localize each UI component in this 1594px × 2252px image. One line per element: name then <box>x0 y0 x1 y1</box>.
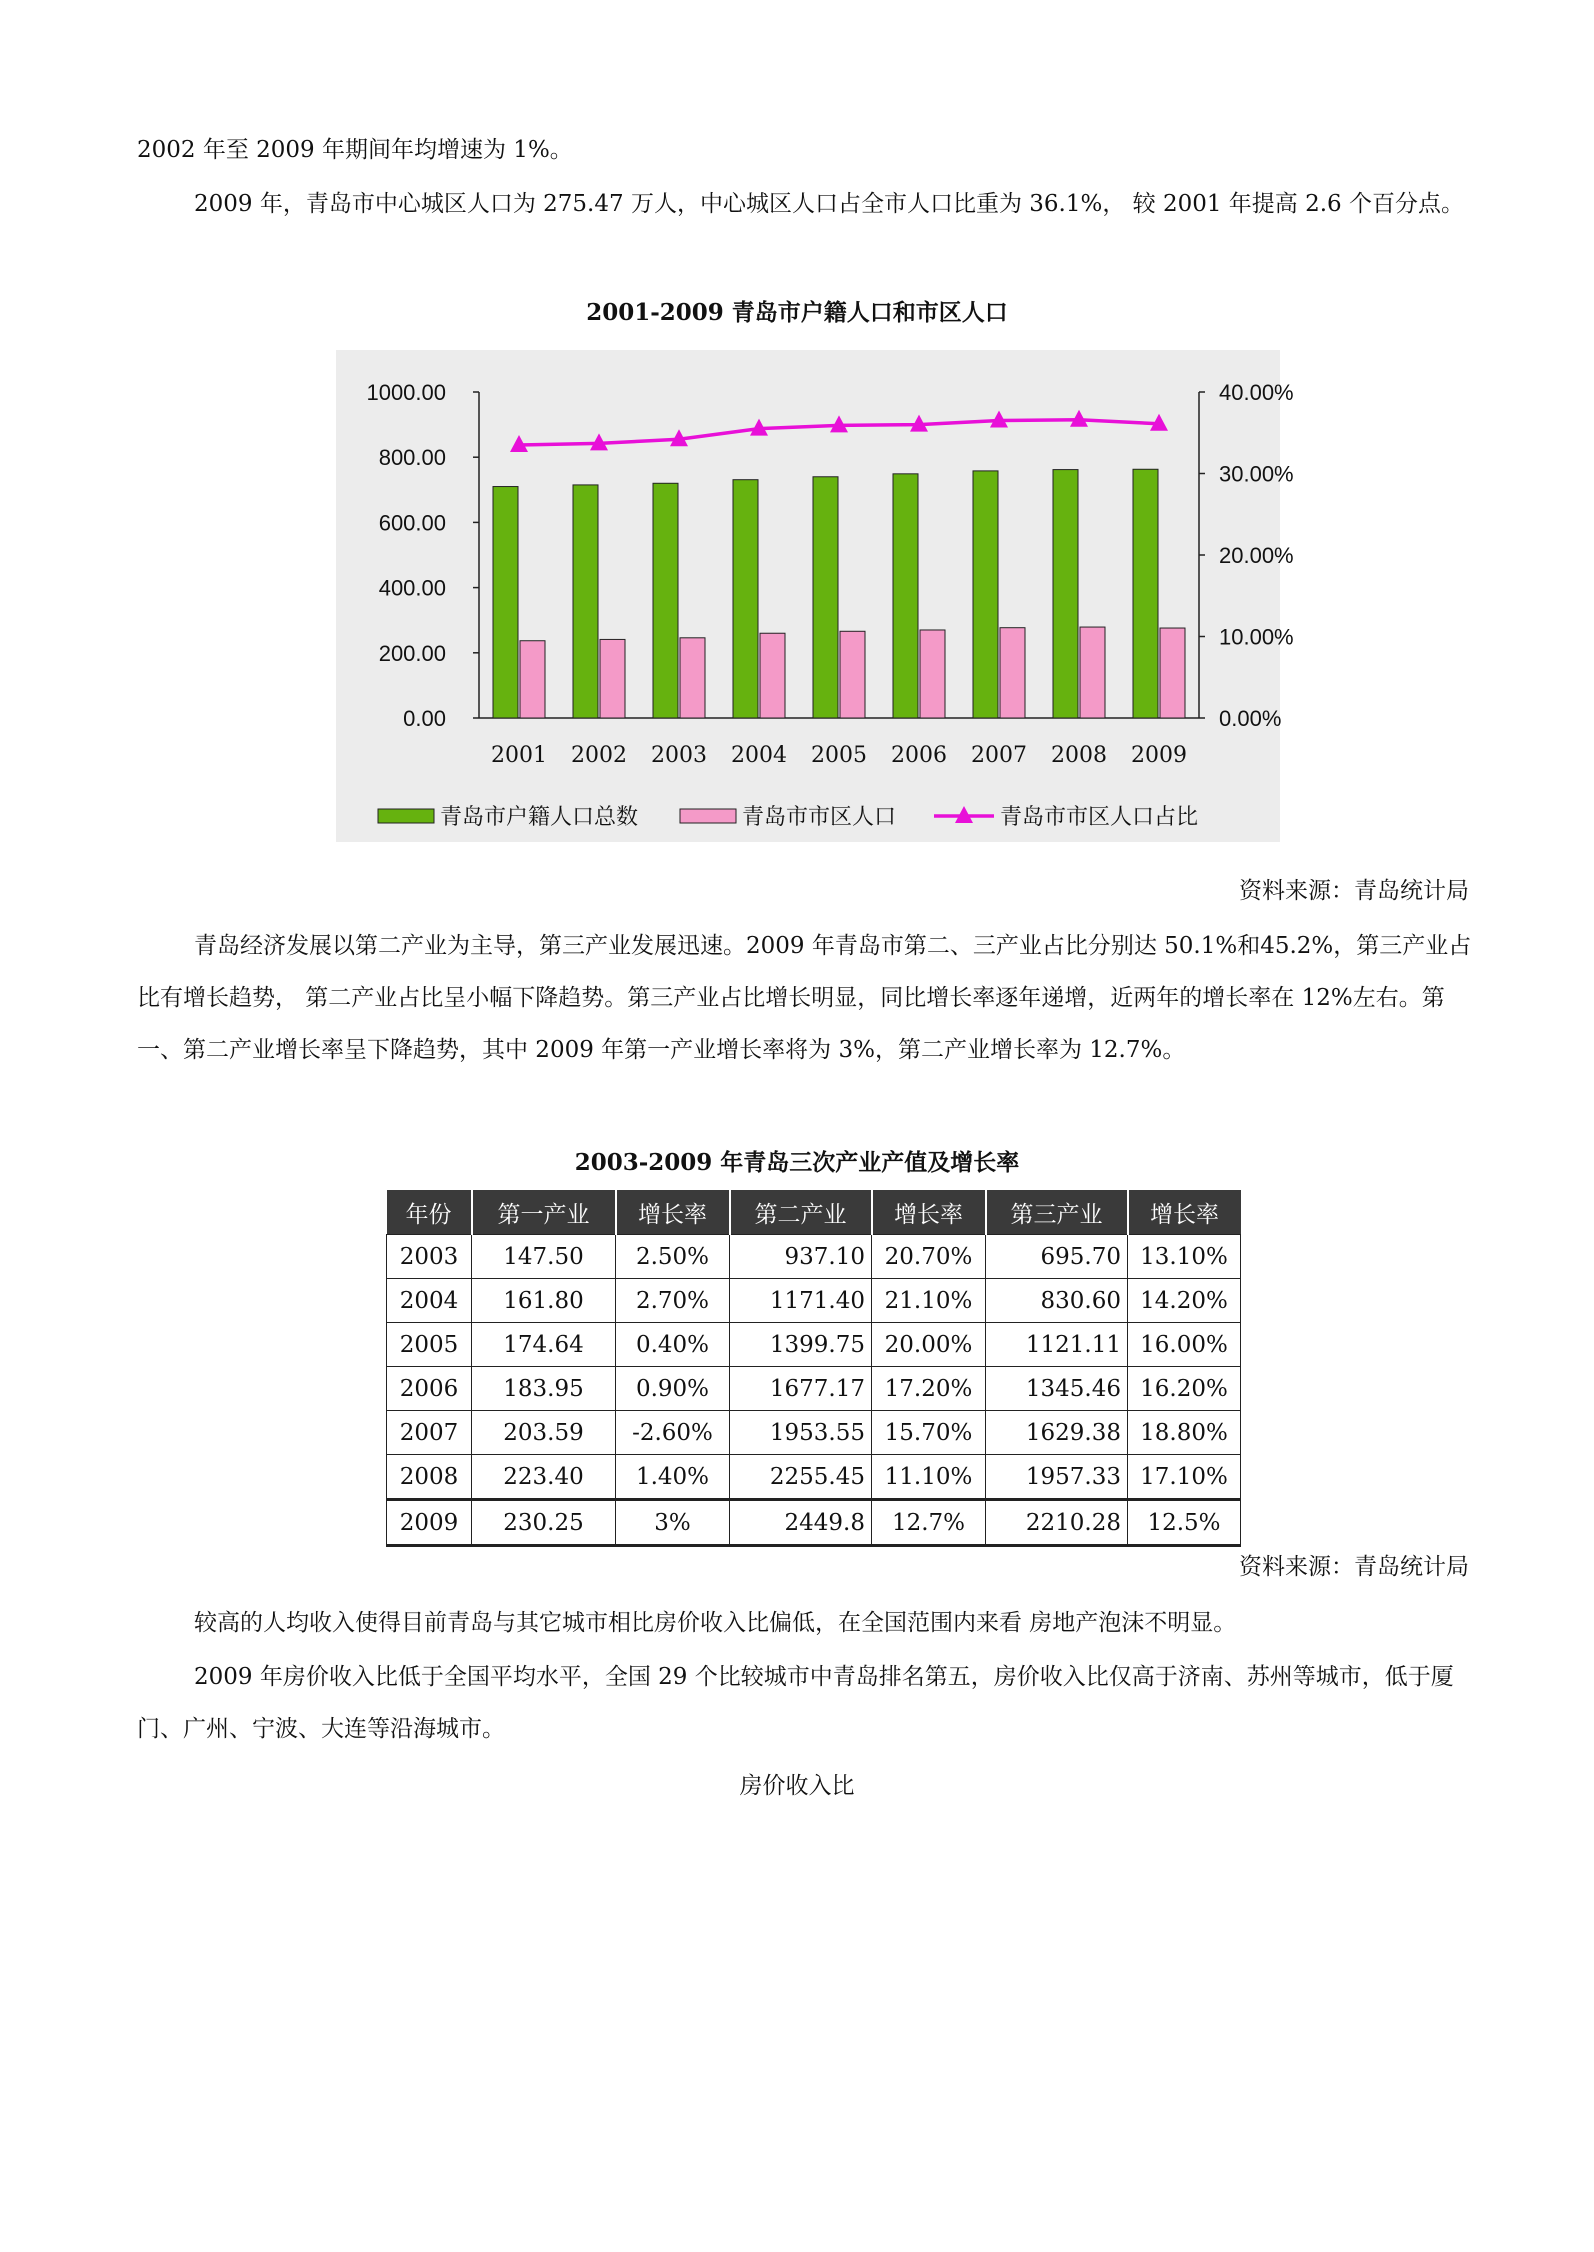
bar-urban-population <box>920 630 945 718</box>
cell-tertiary: 1121.11 <box>986 1323 1128 1367</box>
right-tick-label: 0.00% <box>1219 706 1282 731</box>
x-tick-label: 2001 <box>491 743 547 768</box>
cell-tertiary-growth: 13.10% <box>1128 1235 1241 1279</box>
paragraph-5: 2009 年房价收入比低于全国平均水平，全国 29 个比较城市中青岛排名第五，房价收入比仅高于济南、苏州等城市，低于厦门、广州、宁波、大连等沿海城市。 <box>137 1664 1454 1742</box>
legend-swatch-urban <box>680 809 736 823</box>
bar-urban-population <box>680 638 705 718</box>
cell-primary-growth: 0.90% <box>616 1367 730 1411</box>
right-tick-label: 40.00% <box>1219 380 1294 405</box>
cell-secondary: 1171.40 <box>730 1279 872 1323</box>
cell-tertiary: 2210.28 <box>986 1500 1128 1546</box>
bar-urban-population <box>760 633 785 718</box>
left-tick-label: 1000.00 <box>366 380 446 405</box>
bar-total-population <box>1133 469 1158 718</box>
x-tick-label: 2008 <box>1051 743 1107 768</box>
cell-secondary-growth: 20.70% <box>872 1235 986 1279</box>
cell-year: 2009 <box>387 1500 472 1546</box>
cell-secondary: 2449.8 <box>730 1500 872 1546</box>
legend-label-urban: 青岛市市区人口 <box>742 805 897 830</box>
x-tick-label: 2006 <box>891 743 947 768</box>
cell-secondary: 937.10 <box>730 1235 872 1279</box>
bar-urban-population <box>1000 628 1025 718</box>
table-row <box>387 1235 1241 1279</box>
cell-secondary: 1953.55 <box>730 1411 872 1455</box>
cell-tertiary: 1629.38 <box>986 1411 1128 1455</box>
cell-secondary: 1399.75 <box>730 1323 872 1367</box>
header-secondary: 第二产业 <box>730 1190 872 1235</box>
table-header-row <box>387 1190 1241 1235</box>
left-tick-label: 400.00 <box>378 575 446 601</box>
cell-tertiary-growth: 14.20% <box>1128 1279 1241 1323</box>
bar-total-population <box>573 485 598 718</box>
x-tick-label: 2004 <box>731 743 787 768</box>
cell-primary: 161.80 <box>472 1279 616 1323</box>
cell-primary: 230.25 <box>472 1500 616 1546</box>
table-title: 2003-2009 年青岛三次产业产值及增长率 <box>574 1149 1020 1176</box>
bar-total-population <box>733 480 758 718</box>
cell-year: 2003 <box>387 1235 472 1279</box>
cell-year: 2005 <box>387 1323 472 1367</box>
bar-total-population <box>973 471 998 718</box>
left-tick-label: 200.00 <box>378 640 446 666</box>
cell-tertiary: 830.60 <box>986 1279 1128 1323</box>
cell-secondary-growth: 11.10% <box>872 1455 986 1500</box>
cell-secondary: 1677.17 <box>730 1367 872 1411</box>
cell-primary-growth: 2.50% <box>616 1235 730 1279</box>
cell-year: 2004 <box>387 1279 472 1323</box>
bar-urban-population <box>1160 628 1185 718</box>
legend-label-share: 青岛市市区人口占比 <box>1000 805 1199 830</box>
cell-primary-growth: 3% <box>616 1500 730 1546</box>
cell-tertiary-growth: 16.00% <box>1128 1323 1241 1367</box>
paragraph-4: 较高的人均收入使得目前青岛与其它城市相比房价收入比偏低，在全国范围内来看 房地产泡沫不明显。 <box>194 1610 1237 1636</box>
cell-secondary-growth: 17.20% <box>872 1367 986 1411</box>
paragraph-2: 2009 年，青岛市中心城区人口为 275.47 万人，中心城区人口占全市人口比重为 36.1%， 较 2001 年提高 2.6 个百分点。 <box>194 191 1464 217</box>
paragraph-1: 2002 年至 2009 年期间年均增速为 1%。 <box>137 137 573 163</box>
bar-urban-population <box>1080 627 1105 718</box>
bar-urban-population <box>600 639 625 718</box>
cell-secondary: 2255.45 <box>730 1455 872 1500</box>
cell-primary: 183.95 <box>472 1367 616 1411</box>
left-tick-label: 800.00 <box>378 445 446 471</box>
cell-secondary-growth: 20.00% <box>872 1323 986 1367</box>
left-tick-label: 600.00 <box>378 510 446 536</box>
cell-tertiary: 695.70 <box>986 1235 1128 1279</box>
right-tick-label: 20.00% <box>1219 543 1294 568</box>
legend-label-total: 青岛市户籍人口总数 <box>440 805 639 830</box>
bar-total-population <box>893 474 918 718</box>
x-tick-label: 2007 <box>971 743 1027 768</box>
x-tick-label: 2003 <box>651 743 707 768</box>
cell-primary: 223.40 <box>472 1455 616 1500</box>
table-source: 资料来源：青岛统计局 <box>1239 1554 1469 1580</box>
header-secondary-growth: 增长率 <box>872 1190 986 1235</box>
bar-total-population <box>653 483 678 718</box>
bar-urban-population <box>520 641 545 718</box>
cell-year: 2008 <box>387 1455 472 1500</box>
table-row <box>387 1500 1241 1546</box>
header-tertiary-growth: 增长率 <box>1128 1190 1241 1235</box>
header-primary-growth: 增长率 <box>616 1190 730 1235</box>
bar-total-population <box>493 487 518 718</box>
table-row <box>387 1367 1241 1411</box>
cell-primary-growth: 1.40% <box>616 1455 730 1500</box>
cell-secondary-growth: 12.7% <box>872 1500 986 1546</box>
legend-swatch-total <box>378 809 434 823</box>
industry-table <box>386 1190 1241 1547</box>
header-year: 年份 <box>387 1190 472 1235</box>
x-tick-label: 2002 <box>571 743 627 768</box>
x-tick-label: 2005 <box>811 743 867 768</box>
left-tick-label: 0.00 <box>403 706 446 731</box>
table-row <box>387 1323 1241 1367</box>
right-tick-label: 30.00% <box>1219 461 1294 487</box>
house-price-title: 房价收入比 <box>739 1773 855 1799</box>
table-row <box>387 1455 1241 1500</box>
cell-tertiary-growth: 18.80% <box>1128 1411 1241 1455</box>
chart-svg <box>336 350 1294 842</box>
cell-year: 2006 <box>387 1367 472 1411</box>
cell-secondary-growth: 21.10% <box>872 1279 986 1323</box>
bar-total-population <box>1053 470 1078 718</box>
x-tick-label: 2009 <box>1131 743 1187 768</box>
header-primary: 第一产业 <box>472 1190 616 1235</box>
header-tertiary: 第三产业 <box>986 1190 1128 1235</box>
cell-primary: 174.64 <box>472 1323 616 1367</box>
cell-primary-growth: 0.40% <box>616 1323 730 1367</box>
cell-tertiary-growth: 12.5% <box>1128 1500 1241 1546</box>
chart-title: 2001-2009 青岛市户籍人口和市区人口 <box>586 299 1008 326</box>
bar-total-population <box>813 477 838 718</box>
cell-primary-growth: -2.60% <box>616 1411 730 1455</box>
cell-primary: 203.59 <box>472 1411 616 1455</box>
table-row <box>387 1279 1241 1323</box>
cell-tertiary: 1345.46 <box>986 1367 1128 1411</box>
table-row <box>387 1411 1241 1455</box>
cell-secondary-growth: 15.70% <box>872 1411 986 1455</box>
cell-tertiary: 1957.33 <box>986 1455 1128 1500</box>
paragraph-3: 青岛经济发展以第二产业为主导，第三产业发展迅速。2009 年青岛市第二、三产业占比分别达 50.1%和45.2%，第三产业占比有增长趋势， 第二产业占比呈小幅下降趋势。第三产业占比增长明显，同比增长率逐年递增，近两年的增长率在 12%左右。第一、第二产业增长率呈下降趋势，其中 2009 年第一产业增长率将为 3%，第二产业增长率为 12.7%。 <box>137 933 1472 1063</box>
cell-tertiary-growth: 17.10% <box>1128 1455 1241 1500</box>
population-chart <box>336 350 1294 842</box>
right-tick-label: 10.00% <box>1219 624 1294 650</box>
bar-urban-population <box>840 631 865 718</box>
cell-year: 2007 <box>387 1411 472 1455</box>
cell-primary-growth: 2.70% <box>616 1279 730 1323</box>
cell-tertiary-growth: 16.20% <box>1128 1367 1241 1411</box>
chart-source: 资料来源：青岛统计局 <box>1239 878 1469 904</box>
cell-primary: 147.50 <box>472 1235 616 1279</box>
